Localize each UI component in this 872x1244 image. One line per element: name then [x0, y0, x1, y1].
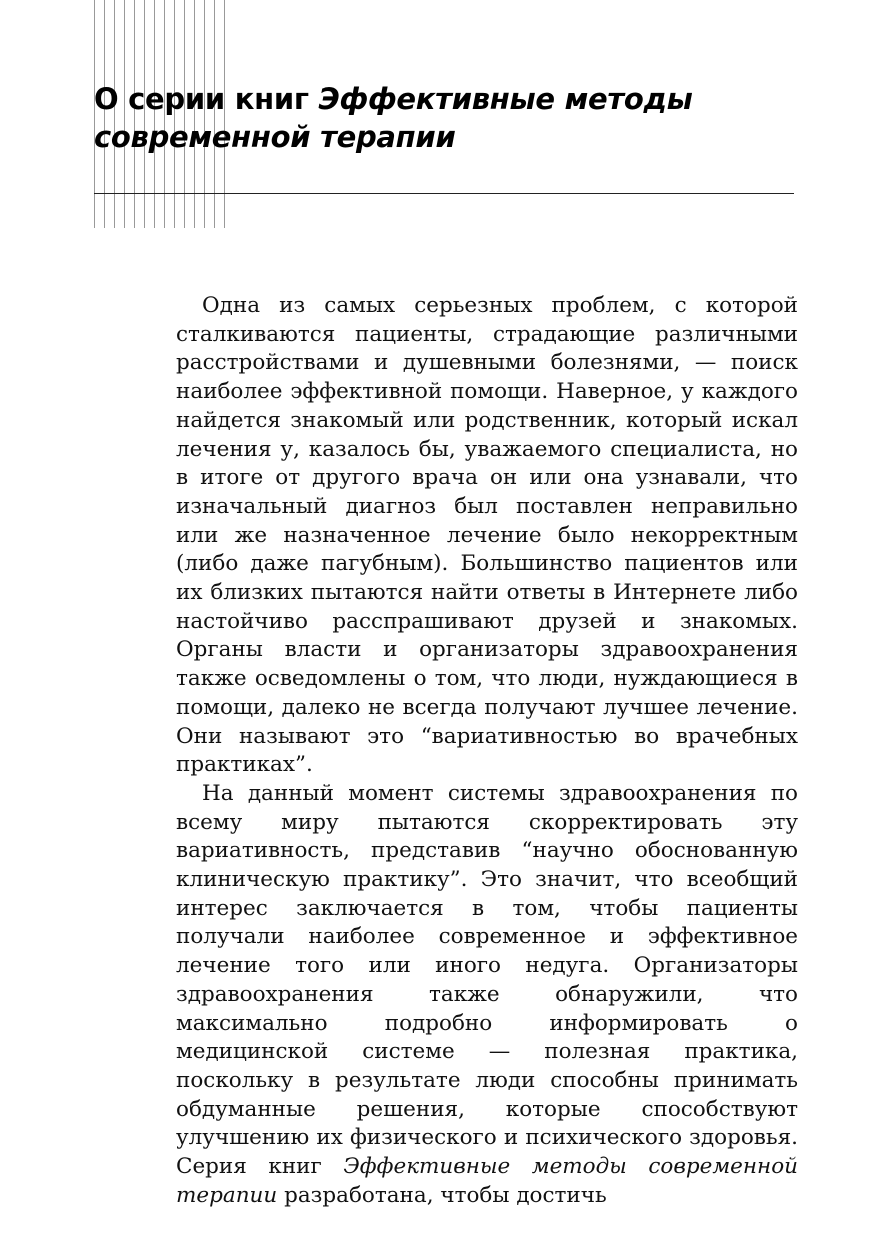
paragraph-2-tail: разработана, чтобы достичь — [277, 1182, 607, 1208]
heading-rule — [94, 193, 794, 194]
paragraph-1: Одна из самых серьезных проблем, с которой сталкиваются пациенты, страдающие различными расстройствами и душевными болезнями, — поиск наиболее эффективной помощи. Наверное, у каждого найдется знакомый или родственник, который искал лечения у, казалось бы, уважаемого специалиста, но в итоге от другого врача он или она узнавали, что изначальный диагноз был поставлен неправильно или же назначенное лечение было некорректным (либо даже пагубным). Большинство пациентов или их близких пытаются найти ответы в Интернете либо настойчиво расспрашивают друзей и знакомых. Органы власти и организаторы здравоохранения также осведомлены о том, что люди, нуждающиеся в помощи, далеко не всегда получают лучшее лечение. Они называют это “вариативностью во врачебных практиках”. — [176, 293, 798, 778]
heading-prefix: О серии книг — [94, 82, 319, 116]
series-title-inline: Эффективные методы современной терапии — [176, 1154, 798, 1208]
section-heading — [94, 80, 714, 156]
body-text — [176, 292, 798, 1211]
heading-series-title: Эффективные методы современной терапии — [94, 82, 693, 154]
paragraph-2-text: На данный момент системы здравоохранения по всему миру пытаются скорректировать эту вариативность, представив “научно обоснованную клиническую практику”. Это значит, что всеобщий интерес заключается в том, чтобы пациенты получали наиболее современное и эффективное лечение того или иного недуга. Организаторы здравоохранения также обнаружили, что максимально подробно информировать о медицинской системе — полезная практика, поскольку в результате люди способны принимать обдуманные решения, которые способствуют улучшению их физического и психического здоровья. Серия книг — [176, 780, 798, 1180]
paragraph-2 — [176, 780, 798, 1211]
